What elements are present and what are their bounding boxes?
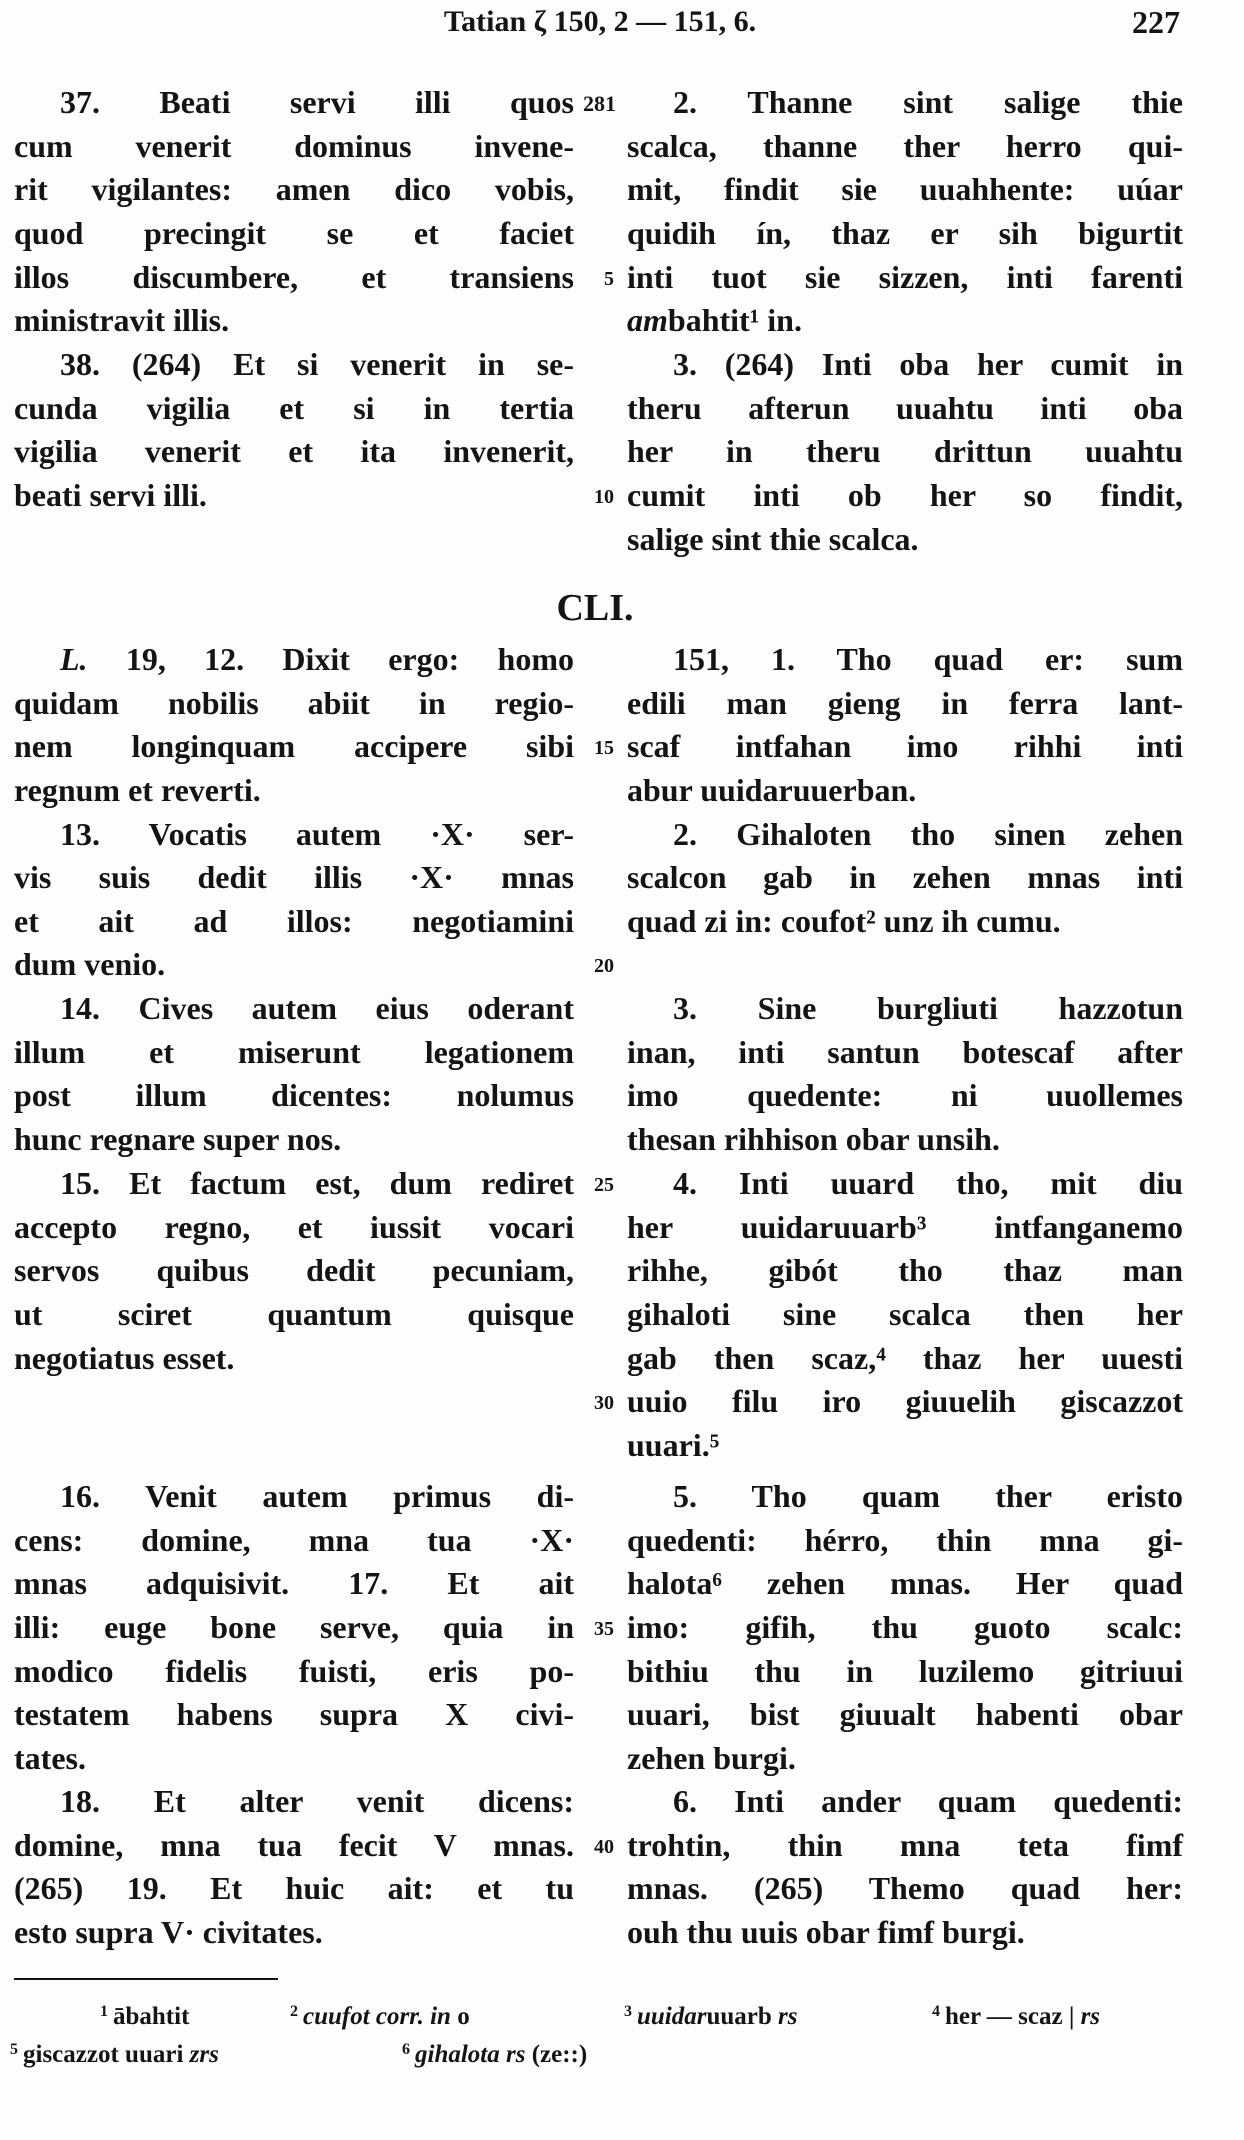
text-line: negotiatus esset.: [14, 1339, 235, 1376]
footnote-text: zrs: [189, 2041, 219, 2068]
footnote-text: giscazzot uuari: [23, 2041, 190, 2068]
text-line: testatem habens supra X civi-: [14, 1696, 574, 1733]
right-paragraph: [627, 1780, 1183, 1954]
text-line: ouh thu uuis obar fimf burgi.: [627, 1913, 1025, 1950]
text-line: scalcon gab in zehen mnas inti: [627, 859, 1183, 896]
text-line: 16. Venit autem primus di-: [60, 1478, 574, 1515]
text-line: theru afterun uuahtu inti oba: [627, 389, 1183, 426]
footnote-mark: 4: [932, 2003, 940, 2020]
text-line: imo quedente: ni uuollemes: [627, 1077, 1183, 1114]
text-line: post illum dicentes: nolumus: [14, 1077, 574, 1114]
left-paragraph: [14, 813, 574, 987]
footnote: [290, 1994, 470, 2035]
text-line: 18. Et alter venit dicens:: [60, 1783, 574, 1820]
text-line: 4. Inti uuard tho, mit diu: [673, 1165, 1183, 1202]
text-line: gab then scaz,⁴ thaz her uuesti: [627, 1339, 1183, 1376]
text-line: uuio filu iro giuuelih giscazzot: [627, 1383, 1183, 1420]
text-segment: am: [627, 302, 668, 339]
text-line: 14. Cives autem eius oderant: [60, 990, 574, 1027]
left-paragraph: [14, 81, 574, 343]
text-line: cens: domine, mna tua ·X·: [14, 1521, 574, 1558]
text-line: hunc regnare super nos.: [14, 1120, 342, 1157]
text-line: mnas. (265) Themo quad her:: [627, 1870, 1183, 1907]
text-line: esto supra V· civitates.: [14, 1913, 323, 1950]
footnote-text: her — scaz |: [945, 2003, 1081, 2030]
text-line: 6. Inti ander quam quedenti:: [673, 1783, 1183, 1820]
footnote-text: (ze::): [525, 2041, 588, 2068]
footnote-text: o: [450, 2003, 470, 2030]
text-segment: bahtit¹ in.: [667, 302, 802, 339]
running-header-title: Tatian ζ 150, 2 — 151, 6.: [443, 5, 757, 38]
right-paragraph: [627, 638, 1183, 812]
text-line: mnas adquisivit. 17. Et ait: [14, 1565, 574, 1602]
text-line: [627, 299, 1183, 343]
line-number: 25: [594, 1174, 614, 1197]
text-line: abur uuidaruuerban.: [627, 771, 917, 808]
footnote-mark: 6: [402, 2041, 410, 2058]
text-line: 151, 1. Tho quad er: sum: [673, 641, 1183, 678]
text-line: dum venio.: [14, 946, 166, 983]
text-segment: L.: [60, 641, 88, 678]
footnote: [10, 2032, 219, 2073]
text-line: 3. Sine burgliuti hazzotun: [673, 990, 1183, 1027]
left-paragraph: [14, 1780, 574, 1954]
left-paragraph: [14, 1475, 574, 1780]
text-line: quidih ín, thaz er sih bigurtit: [627, 214, 1183, 251]
footnote-text: uuidar: [637, 2003, 707, 2030]
left-paragraph: [14, 987, 574, 1161]
text-line: zehen burgi.: [627, 1739, 796, 1776]
text-line: cumit inti ob her so findit,: [627, 476, 1183, 513]
text-line: her in theru drittun uuahtu: [627, 433, 1183, 470]
footnote-text: cuufot corr. in: [303, 2003, 451, 2030]
line-number: 10: [594, 486, 614, 509]
text-line: scalca, thanne ther herro qui-: [627, 127, 1183, 164]
text-line: beati servi illi.: [14, 476, 207, 513]
text-line: servos quibus dedit pecuniam,: [14, 1252, 574, 1289]
text-line: illi: euge bone serve, quia in: [14, 1608, 574, 1645]
text-line: 13. Vocatis autem ·X· ser-: [60, 815, 574, 852]
text-line: domine, mna tua fecit V mnas.: [14, 1826, 574, 1863]
footnote-text: uuarb: [706, 2003, 779, 2030]
line-number: 20: [594, 955, 614, 978]
text-line: vis suis dedit illis ·X· mnas: [14, 859, 574, 896]
text-line: mit, findit sie uuahhente: uúar: [627, 171, 1183, 208]
text-line: tates.: [14, 1739, 86, 1776]
text-line: quad zi in: coufot² unz ih cumu.: [627, 902, 1061, 939]
right-paragraph: [627, 1162, 1183, 1467]
text-line: thesan rihhison obar unsih.: [627, 1120, 1000, 1157]
right-paragraph: [627, 987, 1183, 1161]
line-number: 5: [604, 268, 614, 291]
footnote-mark: 3: [624, 2003, 632, 2020]
text-line: ut sciret quantum quisque: [14, 1295, 574, 1332]
footnote: [932, 1994, 1100, 2035]
text-line: illum et miserunt legationem: [14, 1033, 574, 1070]
text-line: regnum et reverti.: [14, 771, 261, 808]
text-line: cum venerit dominus invene-: [14, 127, 574, 164]
text-line: 37. Beati servi illi quos: [60, 84, 574, 121]
text-line: ministravit illis.: [14, 302, 230, 339]
line-number: 30: [594, 1392, 614, 1415]
text-line: trohtin, thin mna teta fimf: [627, 1826, 1183, 1863]
footnote-mark: 1: [100, 2003, 108, 2020]
footnote-text: gihalota rs: [415, 2041, 526, 2068]
text-line: quedenti: hérro, thin mna gi-: [627, 1521, 1183, 1558]
text-line: halota⁶ zehen mnas. Her quad: [627, 1565, 1183, 1602]
text-line: [14, 638, 574, 682]
text-line: scaf intfahan imo rihhi inti: [627, 728, 1183, 765]
right-paragraph: [627, 1475, 1183, 1780]
text-line: modico fidelis fuisti, eris po-: [14, 1652, 574, 1689]
text-line: quod precingit se et faciet: [14, 214, 574, 251]
footnote-rule: [14, 1978, 278, 1980]
text-line: quidam nobilis abiit in regio-: [14, 684, 574, 721]
text-line: bithiu thu in luzilemo gitriuui: [627, 1652, 1183, 1689]
footnote: [402, 2032, 587, 2073]
text-line: rihhe, gibót tho thaz man: [627, 1252, 1183, 1289]
text-line: 15. Et factum est, dum rediret: [60, 1165, 574, 1202]
text-line: cunda vigilia et si in tertia: [14, 389, 574, 426]
left-paragraph: [14, 638, 574, 812]
section-heading: CLI.: [556, 587, 634, 629]
left-paragraph: [14, 343, 574, 517]
right-paragraph: [627, 343, 1183, 561]
text-line: edili man gieng in ferra lant-: [627, 684, 1183, 721]
footnote-text: ābahtit: [113, 2003, 190, 2030]
right-paragraph: [627, 81, 1183, 343]
line-number: 15: [594, 737, 614, 760]
footnote: [624, 1994, 798, 2035]
text-line: inan, inti santun botescaf after: [627, 1033, 1183, 1070]
text-line: uuari.⁵: [627, 1426, 720, 1463]
text-segment: 19, 12. Dixit ergo: homo: [87, 641, 574, 678]
text-line: inti tuot sie sizzen, inti farenti: [627, 258, 1183, 295]
page-number: 227: [1132, 4, 1180, 40]
footnote-text: rs: [1080, 2003, 1101, 2030]
text-line: 2. Thanne sint salige thie: [673, 84, 1183, 121]
text-line: nem longinquam accipere sibi: [14, 728, 574, 765]
text-line: rit vigilantes: amen dico vobis,: [14, 171, 574, 208]
text-line: et ait ad illos: negotiamini: [14, 902, 574, 939]
footnote-mark: 5: [10, 2041, 18, 2058]
text-line: salige sint thie scalca.: [627, 520, 919, 557]
footnote-mark: 2: [290, 2003, 298, 2020]
right-paragraph: [627, 813, 1183, 944]
text-line: (265) 19. Et huic ait: et tu: [14, 1870, 574, 1907]
text-line: 3. (264) Inti oba her cumit in: [673, 346, 1183, 383]
text-line: her uuidaruuarb³ intfanganemo: [627, 1208, 1183, 1245]
margin-reference: 281: [583, 91, 616, 116]
footnote: [100, 1994, 189, 2035]
line-number: 35: [594, 1618, 614, 1641]
line-number: 40: [594, 1836, 614, 1859]
text-line: vigilia venerit et ita invenerit,: [14, 433, 574, 470]
text-line: accepto regno, et iussit vocari: [14, 1208, 574, 1245]
text-line: uuari, bist giuualt habenti obar: [627, 1696, 1183, 1733]
text-line: 5. Tho quam ther eristo: [673, 1478, 1183, 1515]
text-line: gihaloti sine scalca then her: [627, 1295, 1183, 1332]
text-line: 38. (264) Et si venerit in se-: [60, 346, 574, 383]
text-line: 2. Gihaloten tho sinen zehen: [673, 815, 1183, 852]
text-line: illos discumbere, et transiens: [14, 258, 574, 295]
left-paragraph: [14, 1162, 574, 1380]
text-line: imo: gifih, thu guoto scalc:: [627, 1608, 1183, 1645]
footnote-text: rs: [778, 2003, 798, 2030]
